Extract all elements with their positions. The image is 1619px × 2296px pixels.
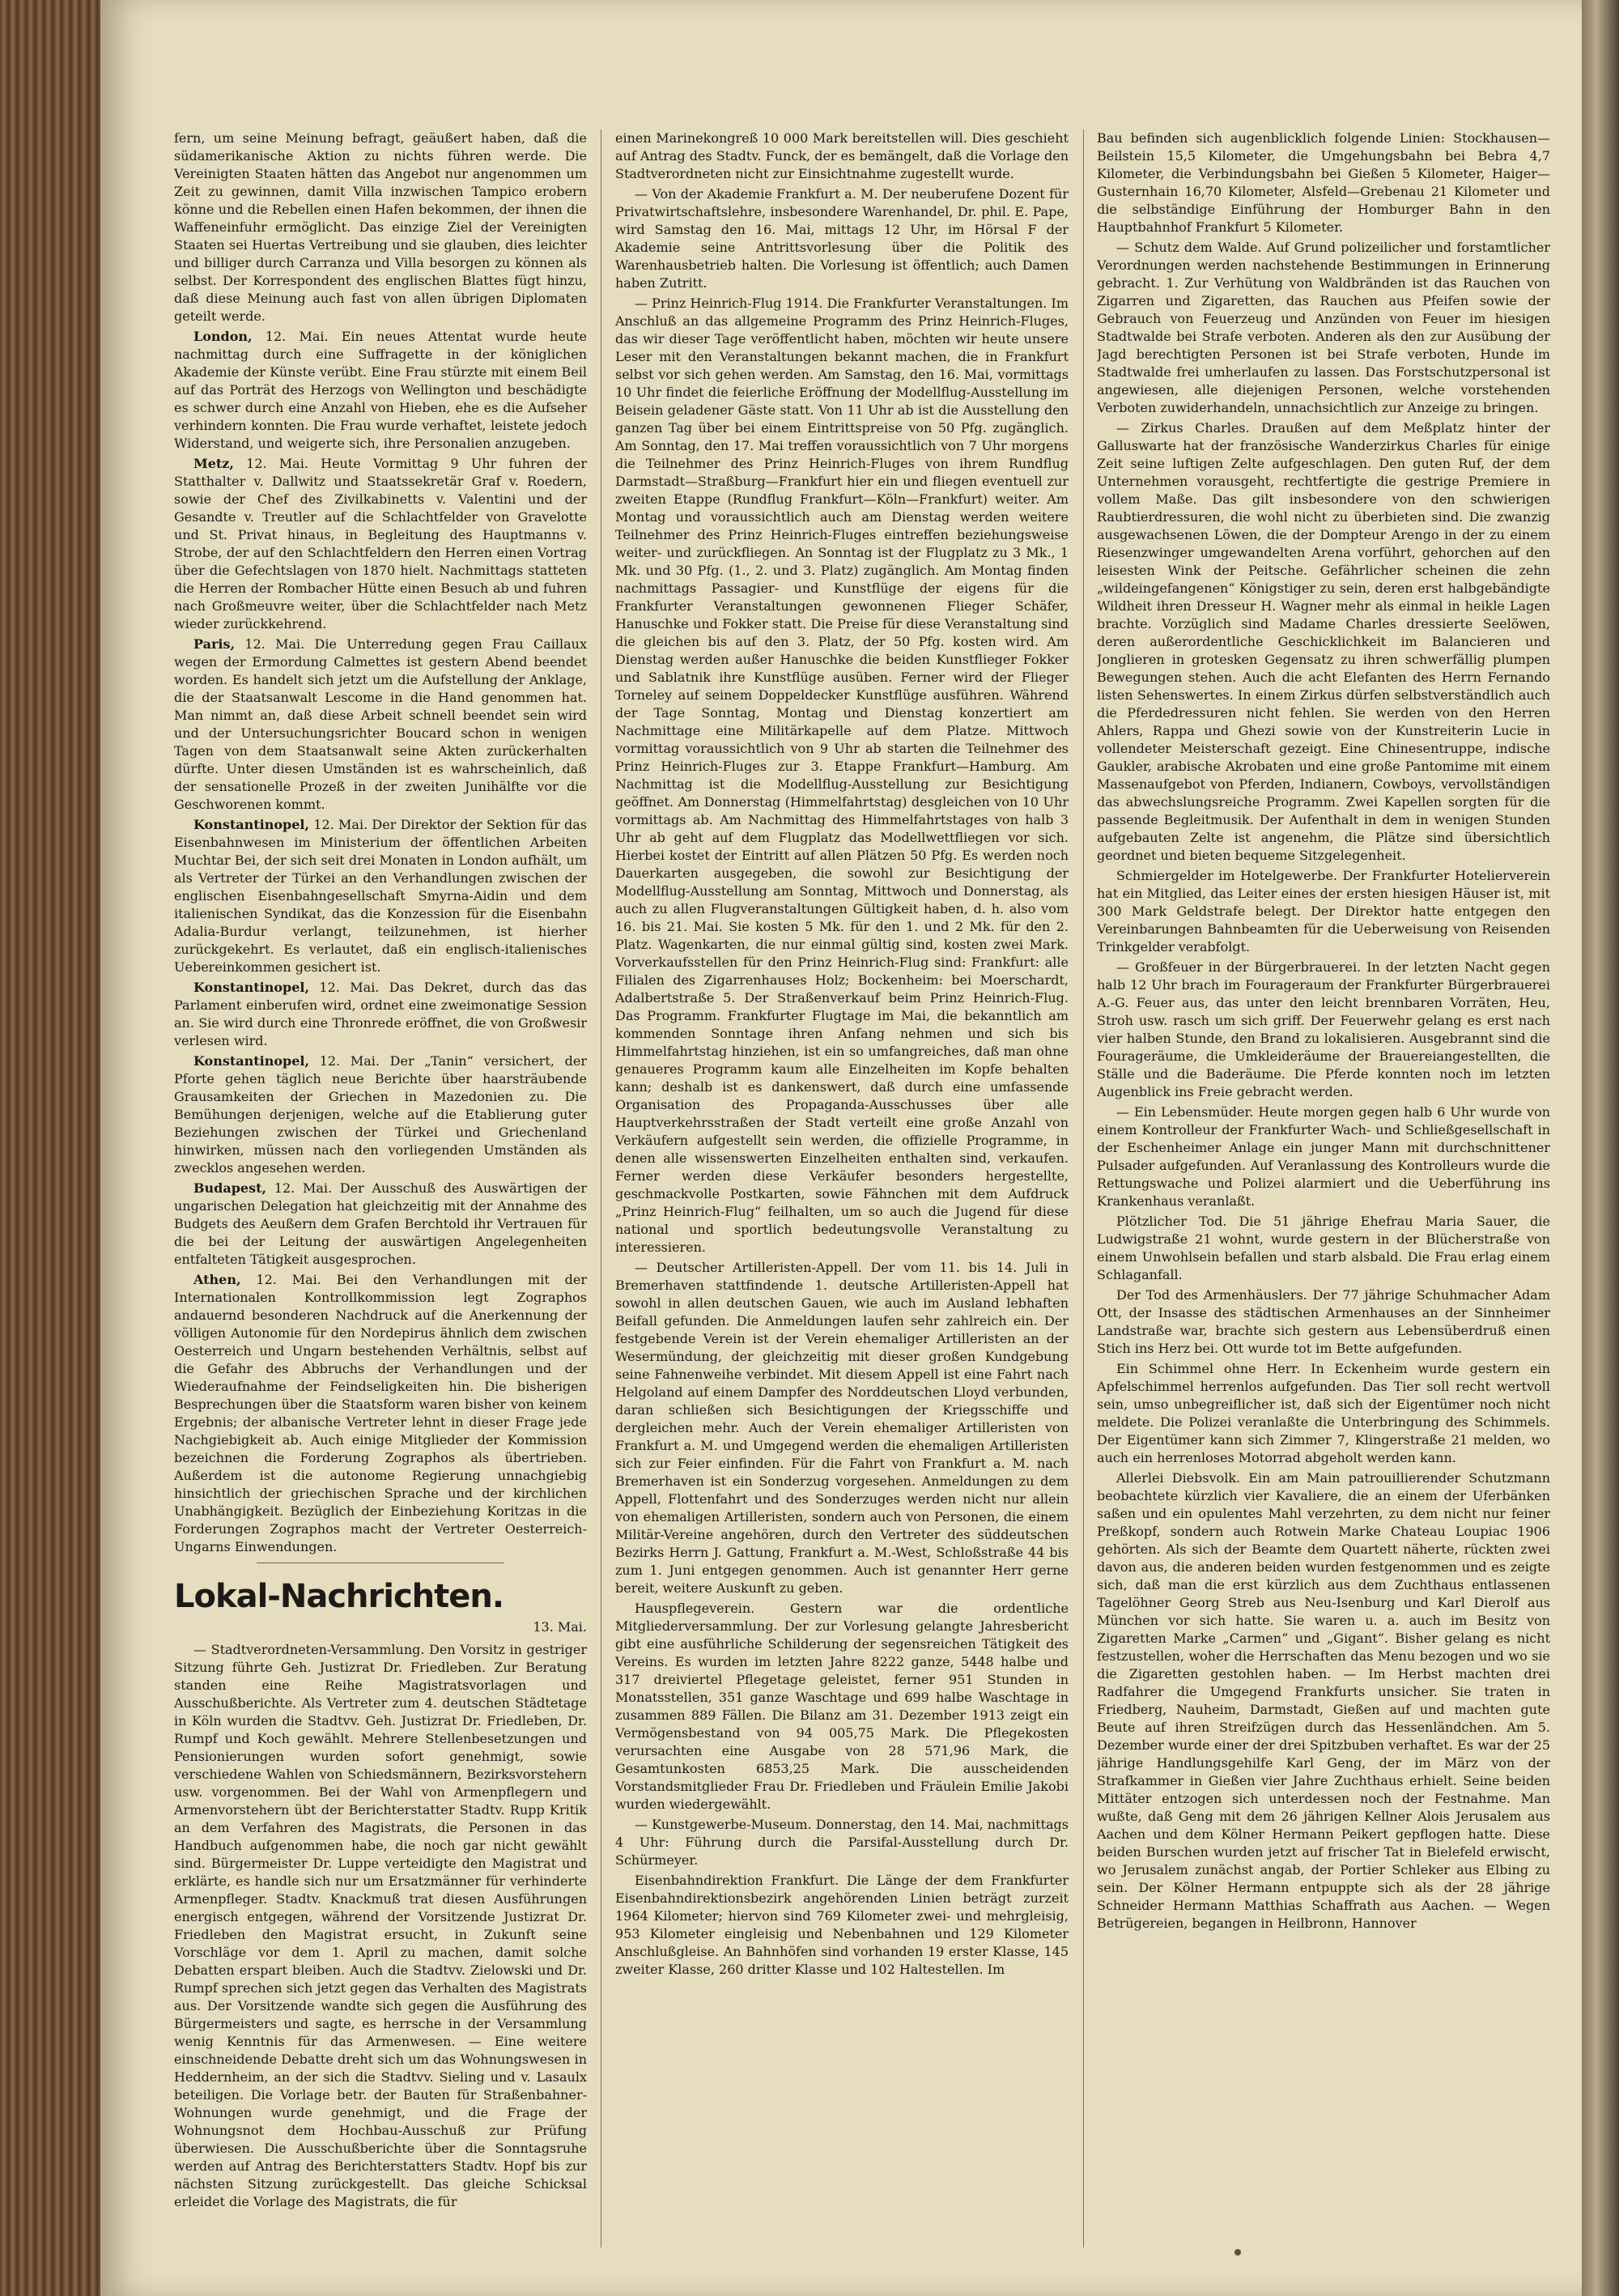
- article-paragraph: [174, 328, 587, 453]
- article-paragraph: [174, 636, 587, 814]
- column-2: [615, 130, 1069, 2247]
- paragraph-text: — Kunstgewerbe-Museum. Donnerstag, den 14. Mai, nachmittags 4 Uhr: Führung durch die Parsifal-Ausstellung durch Dr. Schürmeyer.: [615, 1817, 1069, 1868]
- article-paragraph: [1097, 1360, 1550, 1467]
- paragraph-text: fern, um seine Meinung befragt, geäußert haben, daß die südamerikanische Aktion zu nichts führen werde. Die Vereinigten Staaten hätten das Angebot nur angenommen um Zeit zu gewinnen, damit Villa inzwischen Tampico erobern könne und die Rebellen einen Hafen bekommen, der ihnen die Waffeneinfuhr ermöglicht. Das einzige Ziel der Vereinigten Staaten sei Huertas Vertreibung und sie glauben, dies leichter und billiger durch Carranza und Villa besorgen zu können als selbst. Der Korrespondent des englischen Blattes fügt hinzu, daß diese Meinung auch fast von allen übrigen Diplomaten geteilt werde.: [174, 130, 587, 324]
- page-speck: [1234, 2249, 1241, 2256]
- dateline: Konstantinopel,: [193, 1053, 310, 1069]
- paragraph-text: — Deutscher Artilleristen-Appell. Der vom 11. bis 14. Juli in Bremerhaven stattfindende 1. deutsche Artilleristen-Appell hat sowohl in allen deutschen Gauen, wie auch im Ausland lebhaften Beifall gefunden. Die Anmeldungen laufen sehr zahlreich ein. Der festgebende Verein ist der Verein ehemaliger Artilleristen an der Wesermündung, der gleichzeitig mit dieser großen Kundgebung seine Fahnenweihe verbindet. Mit diesem Appell ist eine Fahrt nach Helgoland auf einem Dampfer des Norddeutschen Lloyd verbunden, daran schließen sich Besichtigungen der Kriegsschiffe und dergleichen mehr. Auch der Verein ehemaliger Artilleristen von Frankfurt a. M. und Umgegend werden die ehemaligen Artilleristen sich zur Feier einfinden. Für die Fahrt von Frankfurt a. M. nach Bremerhaven ist ein Sonderzug vorgesehen. Anmeldungen zu dem Appell, Flottenfahrt und des Sonderzuges werden nicht nur allein von ehemaligen Artilleristen, sondern auch von Personen, die einem Militär-Vereine angehören, durch den Vertreter des süddeutschen Bezirks Herrn J. Gattung, Frankfurt a. M.-West, Schloßstraße 44 bis zum 1. Juni entgegen genommen. Auch ist genannter Herr gerne bereit, weitere Auskunft zu geben.: [615, 1260, 1069, 1596]
- paragraph-text: 12. Mai. Der Ausschuß des Auswärtigen der ungarischen Delegation hat gleichzeitig mit der Annahme des Budgets des Aeußern dem Grafen Berchtold ihr Vertrauen für die bei der Leitung der auswärtigen Angelegenheiten entfalteten Tätigkeit ausgesprochen.: [174, 1180, 587, 1267]
- paragraph-text: — Schutz dem Walde. Auf Grund polizeilicher und forstamtlicher Verordnungen werden nachstehende Bestimmungen in Erinnerung gebracht. 1. Zur Verhütung von Waldbränden ist das Rauchen von Zigarren und Zigaretten, das Rauchen aus Pfeifen sowie der Gebrauch von Feuerzeug und Anzünden von Feuer im hiesigen Stadtwalde bei Strafe verboten. Anderen als den zur Ausübung der Jagd berechtigten Personen ist bei Strafe verboten, Hunde im Stadtwalde frei umherlaufen zu lassen. Das Forstschutzpersonal ist angewiesen, alle diejenigen Personen, welche vorstehenden Verboten zuwiderhandeln, unnachsichtlich zur Anzeige zu bringen.: [1097, 240, 1550, 415]
- article-paragraph: [615, 295, 1069, 1256]
- article-paragraph: [174, 1180, 587, 1269]
- paragraph-text: 12. Mai. Der „Tanin“ versichert, der Pforte gehen täglich neue Berichte über haarsträubende Grausamkeiten der Griechen in Mazedonien zu. Die Bemühungen derjenigen, welche auf die Etablierung guter Beziehungen zwischen der Türkei und Griechenland hinwirken, müssen nach den vorliegenden Umständen als zwecklos angesehen werden.: [174, 1053, 587, 1176]
- article-paragraph: [615, 130, 1069, 183]
- paragraph-text: 12. Mai. Das Dekret, durch das das Parlament einberufen wird, ordnet eine zweimonatige Session an. Sie wird durch eine Thronrede eröffnet, die von Großwesir verlesen wird.: [174, 980, 587, 1048]
- paragraph-text: Schmiergelder im Hotelgewerbe. Der Frankfurter Hotelierverein hat ein Mitglied, das Leiter eines der ersten hiesigen Häuser ist, mit 300 Mark Geldstrafe belegt. Der Direktor hatte entgegen den Vereinbarungen Bahnbeamten für die Ueberweisung von Reisenden Trinkgelder verabfolgt.: [1097, 868, 1550, 955]
- section-date: 13. Mai.: [533, 1619, 587, 1635]
- article-paragraph: [1097, 130, 1550, 236]
- dateline: Paris,: [193, 636, 236, 652]
- article-paragraph: [615, 1816, 1069, 1869]
- paragraph-text: 12. Mai. Bei den Verhandlungen mit der Internationalen Kontrollkommission legt Zographos andauernd besonderen Nachdruck auf die Anerkennung der völligen Autonomie für den Nordepirus ähnlich dem zwischen Oesterreich und Ungarn bestehenden Verhältnis, selbst auf die Gefahr des Abbruchs der Verhandlungen und der Wiederaufnahme der Feindseligkeiten hin. Die bisherigen Besprechungen über die Staatsform waren bisher von keinem Ergebnis; der albanische Vertreter lehnt in dieser Frage jede Nachgiebigkeit ab. Auch einige Mitglieder der Kommission bezeichnen die Forderung Zographos als übertrieben. Außerdem ist die autonome Regierung unnachgiebig hinsichtlich der griechischen Sprache und der kirchlichen Unabhängigkeit. Bezüglich der Einbeziehung Koritzas in die Forderungen Zographos macht der Vertreter Oesterreich-Ungarns Einwendungen.: [174, 1272, 587, 1554]
- article-paragraph: [1097, 419, 1550, 865]
- paragraph-text: — Ein Lebensmüder. Heute morgen gegen halb 6 Uhr wurde von einem Kontrolleur der Frankfurter Wach- und Schließgesellschaft in der Eschenheimer Anlage ein junger Mann mit durchschnittener Pulsader aufgefunden. Auf Veranlassung des Kontrolleurs wurde die Rettungswache und Polizei alarmiert und die Ueberführung ins Krankenhaus veranlaßt.: [1097, 1104, 1550, 1209]
- article-paragraph: [615, 1600, 1069, 1813]
- paragraph-text: Allerlei Diebsvolk. Ein am Main patrouillierender Schutzmann beobachtete kürzlich vier Kavaliere, die an einem der Uferbänken saßen und ein opulentes Mahl verzehrten, zu dem nicht nur feiner Preßkopf, sondern auch Rotwein Marke Chateau Loupiac 1906 gehörten. Als sich der Beamte dem Quartett näherte, rückten zwei davon aus, die anderen beiden wurden festgenommen und es zeigte sich, daß man die erst kürzlich aus dem Zuchthaus entlassenen Tagelöhner Georg Streb aus Neu-Isenburg und Karl Dierolf aus München vor sich hatte. Sie waren u. a. auch im Besitz von Zigaretten Marke „Carmen“ und „Gigant“. Bisher gelang es nicht festzustellen, woher die Herrschaften das Menu bezogen und wo sie die Zigaretten gestohlen haben. — Im Herbst machten drei Radfahrer die Umgegend Frankfurts unsicher. Sie traten in Friedberg, Nauheim, Darmstadt, Gießen auf und machten gute Beute auf ihren Streifzügen durch das Hessenländchen. Am 5. Dezember wurde einer der drei Spitzbuben verhaftet. Es war der 25 jährige Handlungsgehilfe Karl Geng, der im März von der Strafkammer in Gießen vier Jahre Zuchthaus erhielt. Seine beiden Mittäter entzogen sich unterdessen noch der Festnahme. Man wußte, daß Geng mit dem 26 jährigen Kellner Alois Jerusalem aus Aachen und dem Kölner Hermann Peikert gepflogen hatte. Diese beiden Burschen wurden jetzt auf frischer Tat in Bielefeld erwischt, wo Jerusalem zunächst angab, der Portier Schleker aus Elbing zu sein. Der Kölner Hermann entpuppte sich als der 28 jährige Schneider Hermann Matthias Schaffrath aus Aachen. — Wegen Betrügereien, begangen in Heilbronn, Hannover: [1097, 1470, 1550, 1931]
- paragraph-text: 12. Mai. Die Unterredung gegen Frau Caillaux wegen der Ermordung Calmettes ist gestern Abend beendet worden. Es handelt sich jetzt um die Aufstellung der Anklage, die der Staatsanwalt Lescome in die Hand genommen hat. Man nimmt an, daß diese Arbeit schnell beendet sein wird und der Untersuchungsrichter Boucard schon in wenigen Tagen von dem Staatsanwalt seine Akten zurückerhalten dürfte. Unter diesen Umständen ist es wahrscheinlich, daß der sensationelle Prozeß in der zweiten Junihälfte vor die Geschworenen kommt.: [174, 636, 587, 812]
- paragraph-text: — Stadtverordneten-Versammlung. Den Vorsitz in gestriger Sitzung führte Geh. Justizrat Dr. Friedleben. Zur Beratung standen eine Reihe Magistratsvorlagen und Ausschußberichte. Als Vertreter zum 4. deutschen Städtetage in Köln wurden die Stadtvv. Geh. Justizrat Dr. Friedleben, Dr. Rumpf und Koch gewählt. Mehrere Stellenbesetzungen und Pensionierungen wurden sofort genehmigt, sowie verschiedene Wahlen von Schiedsmännern, Bezirksvorstehern usw. vorgenommen. Bei der Wahl von Armenpflegern und Armenvorstehern übt der Berichterstatter Stadtv. Rupp Kritik an dem Verfahren des Magistrats, die Personen in das Handbuch aufgenommen habe, die noch gar nicht gewählt sind. Bürgermeister Dr. Luppe verteidigte den Magistrat und erklärte, es handle sich nur um Ersatzmänner für verhinderte Armenpfleger. Stadtv. Knackmuß trat diesen Ausführungen energisch entgegen, während der Vorsitzende Justizrat Dr. Friedleben den Magistrat ersucht, in Zukunft seine Vorschläge vor dem 1. April zu machen, damit solche Debatten erspart bleiben. Auch die Stadtvv. Zielowski und Dr. Rumpf sprechen sich jetzt gegen das Verhalten des Magistrats aus. Der Vorsitzende wandte sich gegen die Ausführung des Bürgermeisters und sagte, es herrsche in der Versammlung wenig Kenntnis für das Armenwesen. — Eine weitere einschneidende Debatte dreht sich um das Wohnungswesen in Heddernheim, an der sich die Stadtvv. Sieling und v. Lasaulx beteiligen. Die Vorlage betr. der Bauten für Straßenbahner-Wohnungen wurde genehmigt, und die Frage der Wohnungsnot dem Hochbau-Ausschuß zur Prüfung überwiesen. Die Ausschußberichte über die Sonntagsruhe werden auf Antrag des Berichterstatters Stadtv. Hopf bis zur nächsten Sitzung zurückgestellt. Das gleiche Schicksal erleidet die Vorlage des Magistrats, die für: [174, 1642, 587, 2209]
- paragraph-text: — Zirkus Charles. Draußen auf dem Meßplatz hinter der Galluswarte hat der französische Wanderzirkus Charles für einige Zeit seine luftigen Zelte aufgeschlagen. Den guten Ruf, der dem Unternehmen vorausgeht, rechtfertigte die gestrige Premiere in vollem Maße. Das gilt insbesondere von den schwierigen Raubtierdressuren, die wohl nicht zu überbieten sind. Die zwanzig ausgewachsenen Löwen, die der Dompteur Arengo in der zu einem Riesenzwinger umgewandelten Arena vorführt, gehorchen auf den leisesten Wink der Peitsche. Gefährlicher scheinen die zehn „wildeingefangenen“ Königstiger zu sein, deren erst halbgebändigte Wildheit ihren Dresseur H. Wagner mehr als einmal in heikle Lagen brachte. Vorzüglich sind Madame Charles dressierte Seelöwen, deren außerordentliche Geschicklichkeit im Balancieren und Jonglieren in grotesken Gegensatz zu ihren schwerfällig plumpen Bewegungen stehen. Auch die acht Elefanten des Herrn Fernando listen Sehenswertes. In einem Zirkus dürfen selbstverständlich auch die Pferdedressuren nicht fehlen. Sie werden von den Herren Ahlers, Rappa und Ghezi sowie von der Kunstreiterin Lucie in vollendeter Meisterschaft gezeigt. Eine Chinesentruppe, indische Gaukler, arabische Akrobaten und eine große Pantomime mit einem Massenaufgebot von Pferden, Indianern, Cowboys, vervollständigen das abwechslungsreiche Programm. Zwei Kapellen sorgten für die passende Begleitmusik. Der Aufenthalt in dem in wenigen Stunden aufgebauten Zelte ist angenehm, die Plätze sind übersichtlich geordnet und bieten bequeme Sitzgelegenheit.: [1097, 420, 1550, 863]
- dateline: Metz,: [193, 456, 234, 471]
- article-paragraph: [174, 816, 587, 976]
- paragraph-text: 12. Mai. Ein neues Attentat wurde heute nachmittag durch eine Suffragette in der königlichen Akademie der Künste verübt. Eine Frau stürzte mit einem Beil auf das Porträt des Herzogs von Wellington und beschädigte es schwer durch eine Anzahl von Hieben, ehe es die Aufseher verhindern konnten. Die Frau wurde verhaftet, leistete jedoch Widerstand, und weigerte sich, ihre Personalien anzugeben.: [174, 329, 587, 451]
- paragraph-text: Eisenbahndirektion Frankfurt. Die Länge der dem Frankfurter Eisenbahndirektionsbezirk angehörenden Linien beträgt zurzeit 1964 Kilometer; hiervon sind 769 Kilometer zwei- und mehrgleisig, 953 Kilometer eingleisig und Nebenbahnen und 129 Kilometer Anschlußgleise. An Bahnhöfen sind vorhanden 19 erster Klasse, 145 zweiter Klasse, 260 dritter Klasse und 102 Haltestellen. Im: [615, 1873, 1069, 1977]
- article-paragraph: [1097, 1469, 1550, 1932]
- article-paragraph: [174, 455, 587, 633]
- book-page-edges: [0, 0, 107, 2296]
- article-paragraph: [1097, 867, 1550, 956]
- column-1: [174, 130, 587, 2247]
- article-paragraph: [1097, 959, 1550, 1101]
- paragraph-text: — Prinz Heinrich-Flug 1914. Die Frankfurter Veranstaltungen. Im Anschluß an das allgemeine Programm des Prinz Heinrich-Fluges, das wir dieser Tage veröffentlicht haben, möchten wir heute unsere Leser mit den Veranstaltungen bekannt machen, die in Frankfurt selbst vor sich gehen werden. Am Samstag, den 16. Mai, vormittags 10 Uhr findet die feierliche Eröffnung der Modellflug-Ausstellung im Beisein geladener Gäste statt. Von 11 Uhr ab ist die Ausstellung den ganzen Tag über bei einem Eintrittspreise von 50 Pfg. zugänglich. Am Sonntag, den 17. Mai treffen voraussichtlich von 7 Uhr morgens die Teilnehmer des Prinz Heinrich-Fluges von ihrem Rundflug Darmstadt—Straßburg—Frankfurt hier ein und fliegen eventuell zur zweiten Etappe (Rundflug Frankfurt—Köln—Frankfurt) weiter. Am Montag und voraussichtlich auch am Dienstag werden weitere Teilnehmer des Prinz Heinrich-Fluges eintreffen beziehungsweise weiter- und zurückfliegen. An Sonntag ist der Flugplatz zu 3 Mk., 1 Mk. und 30 Pfg. (1., 2. und 3. Platz) zugänglich. Am Montag finden nachmittags Passagier- und Kunstflüge der eigens für die Frankfurter Veranstaltungen gewonnenen Flieger Schäfer, Hanuschke und Fokker statt. Die Preise für diese Veranstaltung sind die gleichen bis auf den 3. Platz, der 50 Pfg. kosten wird. Am Dienstag werden außer Hanuschke die beiden Kunstflieger Fokker und Sablatnik ihre Kunstflüge ausüben. Ferner wird der Flieger Torneley auf seinem Doppeldecker Kunstflüge ausführen. Während der Tage Sonntag, Montag und Dienstag konzertiert am Nachmittage eine Militärkapelle auf dem Platze. Mittwoch vormittag voraussichtlich von 9 Uhr ab starten die Teilnehmer des Prinz Heinrich-Fluges zur 3. Etappe Frankfurt—Hamburg. Am Nachmittag ist die Modellflug-Ausstellung zur Besichtigung geöffnet. Am Donnerstag (Himmelfahrtstag) desgleichen von 10 Uhr vormittags ab. Am Nachmittag des Himmelfahrtstages von halb 3 Uhr ab geht auf dem Flugplatz das Modellwettfliegen vor sich. Hierbei kostet der Eintritt auf allen Plätzen 50 Pfg. Es werden noch Dauerkarten ausgegeben, die sowohl zur Besichtigung der Modellflug-Ausstellung am Sonntag, Mittwoch und Donnerstag, als auch zu allen Flugveranstaltungen Gültigkeit haben, d. h. also vom 16. bis 21. Mai. Sie kosten 5 Mk. für den 1. und 2 Mk. für den 2. Platz. Wagenkarten, die nur einmal gültig sind, kosten zwei Mark. Vorverkaufsstellen für den Prinz Heinrich-Flug sind: Frankfurt: alle Filialen des Zigarrenhauses Holz; Bockenheim: bei Moerschardt, Adalbertstraße 5. Der Straßenverkauf beim Prinz Heinrich-Flug. Das Programm. Frankfurter Flugtage im Mai, die bekanntlich am kommenden Sonntage ihren Anfang nehmen und sich bis Himmelfahrtstag hinziehen, ist ein so umfangreiches, daß man ohne genaueres Programm kaum alle Einzelheiten im Kopfe behalten kann; deshalb ist es dankenswert, daß durch eine umfassende Organisation des Propaganda-Ausschusses über alle Hauptverkehrsstraßen der Stadt verteilt eine große Anzahl von Verkäufern aufgestellt sein werden, die offizielle Programme, in denen alle wissenswerten Einzelheiten enthalten sind, verkaufen. Ferner werden diese Verkäufer besonders hergestellte, geschmackvolle Postkarten, sowie Fähnchen mit dem Aufdruck „Prinz Heinrich-Flug“ feilhalten, um so auch die Jugend für diese national und sportlich bedeutungsvolle Veranstaltung zu interessieren.: [615, 296, 1069, 1255]
- dateline: London,: [193, 329, 253, 344]
- dateline: Athen,: [193, 1272, 241, 1287]
- paragraph-text: — Großfeuer in der Bürgerbrauerei. In der letzten Nacht gegen halb 12 Uhr brach im Fourageraum der Frankfurter Bürgerbrauerei A.-G. Feuer aus, das unter den leicht brennbaren Vorräten, Heu, Stroh usw. rasch um sich griff. Der Feuerwehr gelang es erst nach vier halben Stunde, den Brand zu lokalisieren. Ausgebrannt sind die Fourageräume, die Umkleideräume der Brauereiangestellten, die Ställe und die Baderäume. Die Pferde konnten noch im letzten Augenblick ins Freie gebracht werden.: [1097, 959, 1550, 1099]
- article-paragraph: [1097, 1286, 1550, 1358]
- dateline: Budapest,: [193, 1180, 267, 1196]
- paragraph-text: — Von der Akademie Frankfurt a. M. Der neuberufene Dozent für Privatwirtschaftslehre, insbesondere Warenhandel, Dr. phil. E. Pape, wird Samstag den 16. Mai, mittags 12 Uhr, im Hörsal F der Akademie seine Antrittsvorlesung über die Politik des Warenhausbetrieb halten. Die Vorlesung ist öffentlich; auch Damen haben Zutritt.: [615, 186, 1069, 291]
- article-paragraph: [174, 1271, 587, 1556]
- paragraph-text: Bau befinden sich augenblicklich folgende Linien: Stockhausen—Beilstein 15,5 Kilometer, die Umgehungsbahn bei Bebra 4,7 Kilometer, die Verbindungsbahn bei Gießen 5 Kilometer, Haiger—Gusternhain 16,70 Kilometer, Alsfeld—Grebenau 21 Kilometer und die selbständige Einführung der Homburger Bahn in den Hauptbahnhof Frankfurt 5 Kilometer.: [1097, 130, 1550, 235]
- dateline: Konstantinopel,: [193, 817, 310, 832]
- dateline: Konstantinopel,: [193, 980, 310, 995]
- article-paragraph: [1097, 1213, 1550, 1284]
- paragraph-text: 12. Mai. Der Direktor der Sektion für das Eisenbahnwesen im Ministerium der öffentlichen Arbeiten Muchtar Bei, der sich seit drei Monaten in London aufhält, um als Vertreter der Türkei an den Verhandlungen zwischen der englischen Eisenbahngesellschaft Smyrna-Aidin und dem italienischen Syndikat, das die Konzession für die Eisenbahn Adalia-Burdur verlangt, teilzunehmen, ist hierher zurückgekehrt. Es verlautet, daß ein englisch-italienisches Uebereinkommen gesichert ist.: [174, 817, 587, 975]
- article-paragraph: [1097, 1103, 1550, 1210]
- article-paragraph: [615, 185, 1069, 292]
- column-3: [1097, 130, 1550, 2247]
- paragraph-text: Plötzlicher Tod. Die 51 jährige Ehefrau Maria Sauer, die Ludwigstraße 21 wohnt, wurde gestern in der Blücherstraße von einem Unwohlsein befallen und starb alsbald. Die Frau erlag einem Schlaganfall.: [1097, 1214, 1550, 1282]
- paragraph-text: 12. Mai. Heute Vormittag 9 Uhr fuhren der Statthalter v. Dallwitz und Staatssekretär Graf v. Roedern, sowie der Chef des Zivilkabinetts v. Valentini und der Gesandte v. Treutler auf die Schlachtfelder von Gravelotte und St. Privat hinaus, in Begleitung des Hauptmanns v. Strobe, der auf den Schlachtfeldern den Herren einen Vortrag über die Gefechtslagen von 1870 hielt. Nachmittags statteten die Herren der Rombacher Hütte einen Besuch ab und fuhren nach Großmeuvre weiter, über die Schlachtfelder nach Metz wieder zurückkehrend.: [174, 456, 587, 631]
- article-paragraph: [174, 1641, 587, 2211]
- paragraph-text: Ein Schimmel ohne Herr. In Eckenheim wurde gestern ein Apfelschimmel herrenlos aufgefunden. Das Tier soll recht wertvoll sein, umso unbegreiflicher ist, daß sich der Eigentümer noch nicht meldete. Die Polizei veranlaßte die Unterbringung des Schimmels. Der Eigentümer kann sich Zimmer 7, Klingerstraße 21 melden, wo auch ein herrenloses Motorrad abgeholt werden kann.: [1097, 1361, 1550, 1465]
- article-paragraph: [174, 1052, 587, 1177]
- section-heading: Lokal-Nachrichten.: [174, 1578, 504, 1615]
- article-paragraph: [615, 1259, 1069, 1597]
- article-paragraph: [174, 979, 587, 1050]
- article-paragraph: [174, 130, 587, 325]
- column-rule: [1083, 130, 1084, 2247]
- paragraph-text: einen Marinekongreß 10 000 Mark bereitstellen will. Dies geschieht auf Antrag des Stadtv. Funck, der es bemängelt, daß die Vorlage den Stadtverordneten nicht zur Einsichtnahme zugestellt wurde.: [615, 130, 1069, 181]
- paragraph-text: Der Tod des Armenhäuslers. Der 77 jährige Schuhmacher Adam Ott, der Insasse des städtischen Armenhauses an der Sinnheimer Landstraße war, brachte sich gestern aus Lebensüberdruß einen Stich ins Herz bei. Ott wurde tot im Bette aufgefunden.: [1097, 1287, 1550, 1356]
- article-paragraph: [1097, 239, 1550, 417]
- next-page-edge: [1582, 0, 1619, 2296]
- article-paragraph: [615, 1872, 1069, 1979]
- paragraph-text: Hauspflegeverein. Gestern war die ordentliche Mitgliederversammlung. Der zur Vorlesung gelangte Jahresbericht gibt eine ausführliche Schilderung der segensreichen Tätigkeit des Vereins. Es wurden im letzten Jahre 8222 ganze, 5448 halbe und 317 dreiviertel Pflegetage geleistet, ferner 951 Stunden in Monatsstellen, 351 ganze Waschtage und 699 halbe Waschtage in zusammen 889 Fällen. Die Bilanz am 31. Dezember 1913 zeigt ein Vermögensbestand von 94 005,75 Mark. Die Pflegekosten verursachten eine Ausgabe von 28 571,96 Mark, die Gesamtunkosten 6853,25 Mark. Die ausscheidenden Vorstandsmitglieder Frau Dr. Friedleben und Fräulein Emilie Jakobi wurden wiedergewählt.: [615, 1601, 1069, 1812]
